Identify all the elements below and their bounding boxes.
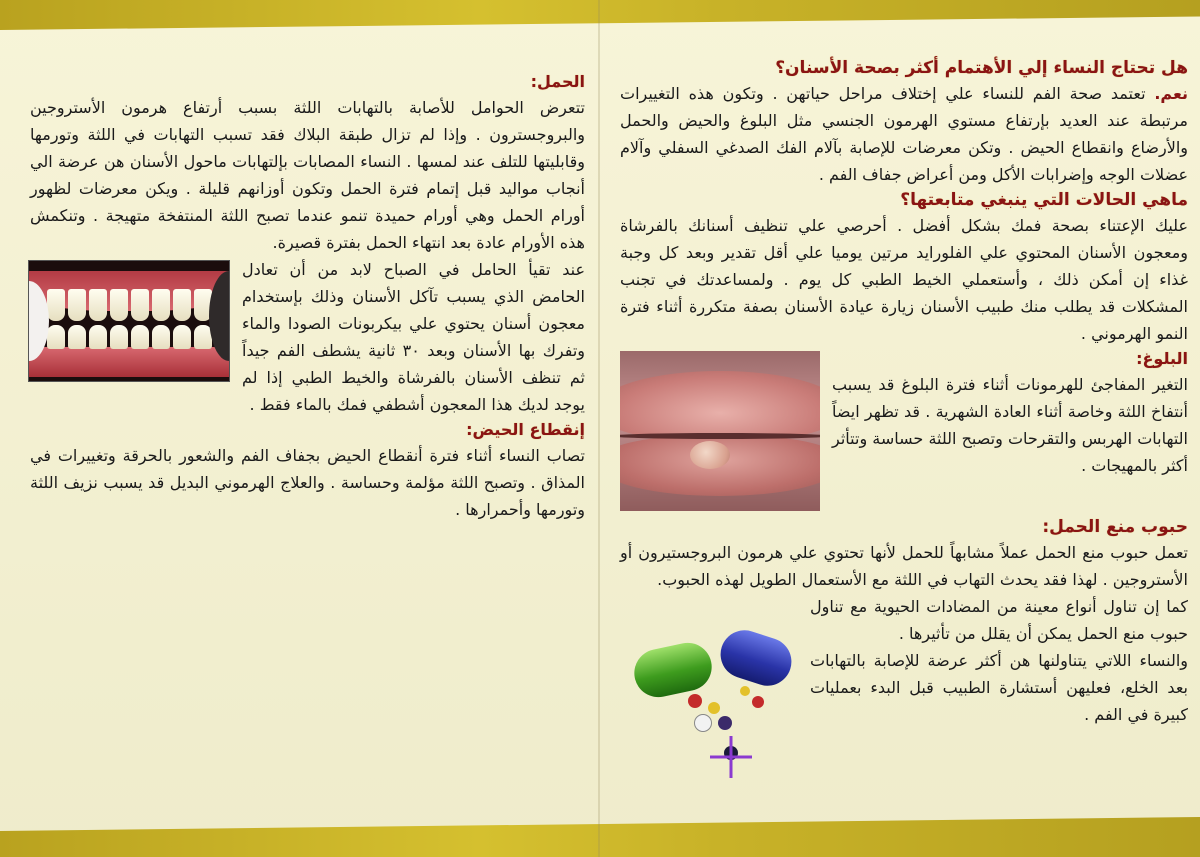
heading-women-dental-care: هل تحتاج النساء إلي الأهتمام أكثر بصحة الأسنان؟ bbox=[775, 58, 1188, 78]
lead-yes: نعم. bbox=[1154, 84, 1188, 103]
paragraph-conditions-to-follow: عليك الإعتناء بصحة فمك بشكل أفضل . أحرصي علي تنظيف أسنانك بالفرشاة ومعجون الأسنان المحتوي علي الفلورايد مرتين يوميا علي أقل تقدير وبعد كل وجبة غذاء إن أمكن ذلك ، وأستعملي الخيط الطبي كل يوم . ولمساعدتك في تجنب المشكلات قد يطلب منك طبيب الأسنان زيارة عيادة الأسنان بصفة متكررة أثناء فترة النمو الهرموني . bbox=[620, 216, 1188, 343]
heading-pregnancy: الحمل: bbox=[530, 72, 585, 91]
text-women-dental-care: تعتمد صحة الفم للنساء علي إختلاف مراحل حياتهن . وتكون هذه التغييرات مرتبطة عند العديد بإرتفاع مستوي الهرمون الجنسي مثل البلوغ والحيض والحمل والأرضاع وانقطاع الحيض . وتكن معرضات للإصابة بآلام الفك الصدغي السفلي وآلام عضلات الوجه وإضرابات الأكل ومن أعراض جفاف الفم . bbox=[620, 84, 1188, 184]
paragraph-pregnancy: تتعرض الحوامل للأصابة بالتهابات اللثة بسبب أرتفاع هرمون الأستروجين والبروجسترون . وإذا لم تزال طبقة البلاك فقد تسبب التهابات في اللثة وتورمها وقابليتها للتلف عند لمسها . النساء المصابات بإلتهابات ماحول الأسنان هن عرضة الي أنجاب مواليد قبل إتمام فترة الحمل وتكون أوزانهم قليلة . ويكن معرضات لظهور أورام الحمل وهي أورام حميدة تنمو عندما تصبح اللثة المنتفخة متهيجة . وتنكمش هذه الأورام عادة بعد انتهاء الحمل بفترة قصيرة. bbox=[30, 98, 585, 252]
gums-teeth-image bbox=[28, 260, 230, 382]
teeth-image-wrap bbox=[30, 260, 230, 380]
paragraph-pills-1: تعمل حبوب منع الحمل عملاً مشابهاً للحمل لأنها تحتوي علي هرمون البروجستيرون أو الأستروجين . لهذا فقد يحدث التهاب في اللثة مع الأستعمال الطويل لهذه الحبوب. bbox=[620, 543, 1188, 589]
paragraph-morning-vomit: عند تقيأ الحامل في الصباح لابد من أن تعادل الحامض الذي يسبب تآكل الأسنان وذلك بإستخدام معجون أسنان يحتوي علي بيكربونات الصودا والماء وتفرك بها الأسنان وبعد ٣٠ ثانية يشطف الفم جيداً ثم تنظف الأسنان بالفرشاة والخيط الطبي إذا لم يوجد لديك هذا المعجون أشطفي فمك بالماء فقط . bbox=[242, 260, 585, 414]
lips-image-wrap bbox=[620, 351, 820, 511]
heading-menopause: إنقطاع الحيض: bbox=[466, 420, 585, 439]
lips-blister-image bbox=[620, 351, 820, 511]
page-fold-line bbox=[598, 0, 600, 857]
heading-conditions-to-follow: ماهي الحالات التي ينبغي متابعتها؟ bbox=[900, 190, 1188, 210]
paragraph-women-dental-care bbox=[620, 80, 1188, 188]
top-gold-band bbox=[0, 0, 1200, 30]
paragraph-pills-2: كما إن تناول أنواع معينة من المضادات الحيوية مع تناول حبوب منع الحمل يمكن أن يقلل من تأثيرها . bbox=[810, 597, 1188, 643]
bottom-gold-band bbox=[0, 817, 1200, 857]
green-capsule-icon bbox=[630, 638, 716, 701]
capsules-illustration bbox=[628, 624, 808, 784]
heading-contraceptive-pills: حبوب منع الحمل: bbox=[1042, 517, 1188, 537]
sparkle-icon bbox=[710, 736, 752, 778]
heading-puberty: البلوغ: bbox=[1136, 349, 1188, 368]
left-column bbox=[30, 70, 585, 523]
paragraph-menopause: تصاب النساء أثناء فترة أنقطاع الحيض بجفاف الفم والشعور بالحرقة وتغييرات في المذاق . وتصبح اللثة مؤلمة وحساسة . والعلاج الهرموني البديل قد يسبب نزيف اللثة وتورمها وأحمرارها . bbox=[30, 446, 585, 519]
blue-capsule-icon bbox=[714, 624, 797, 692]
paragraph-puberty: التغير المفاجئ للهرمونات أثناء فترة البلوغ قد يسبب أنتفاخ اللثة وخاصة أثناء العادة الشهرية . قد تظهر ايضاً التهابات الهربس والتقرحات وتصبح اللثة حساسة وتتأثر أكثر بالمهيجات . bbox=[832, 375, 1188, 475]
paragraph-pills-3: والنساء اللاتي يتناولنها هن أكثر عرضة للإصابة بالتهابات بعد الخلع، فعليهن أستشارة الطبيب قبل البدء بعمليات كبيرة في الفم . bbox=[810, 651, 1188, 724]
